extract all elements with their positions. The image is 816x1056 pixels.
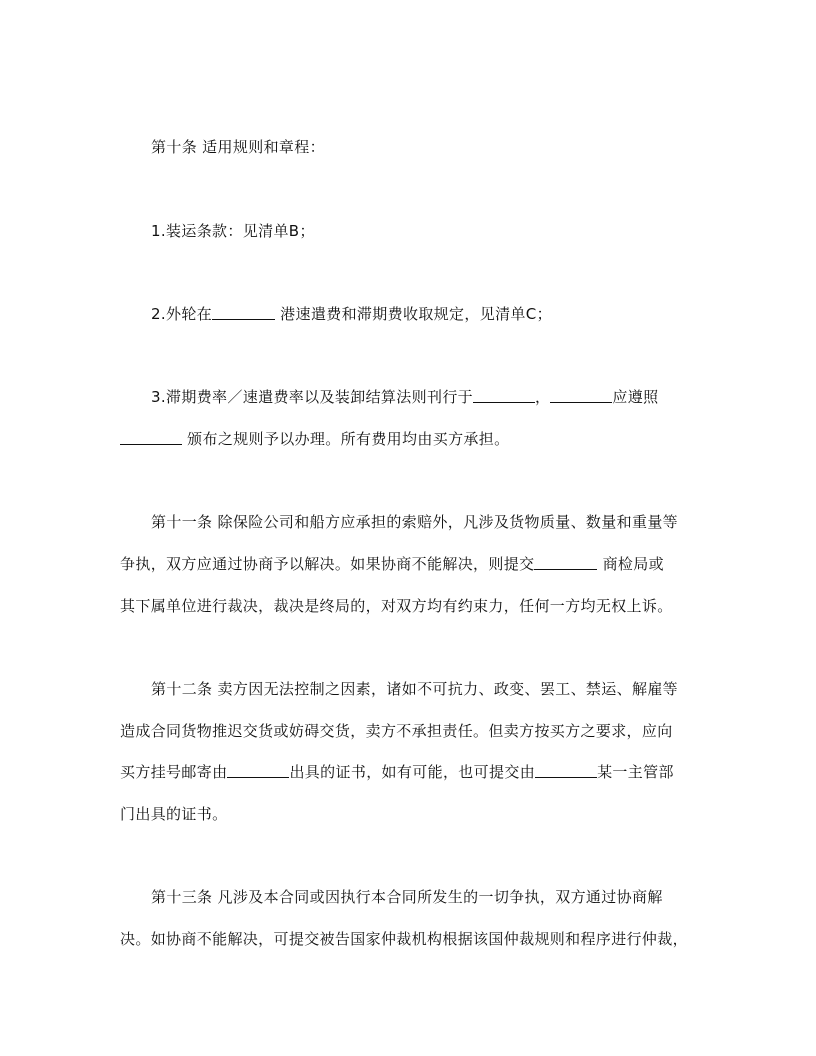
fill-in-blank bbox=[120, 430, 182, 445]
article-12-line-4-text: 门出具的证书。 bbox=[120, 805, 228, 823]
article-10-item-1-text: 1.装运条款：见清单B； bbox=[151, 222, 315, 240]
fill-in-blank bbox=[212, 305, 275, 320]
fill-in-blank bbox=[473, 388, 535, 403]
fill-in-blank bbox=[534, 555, 597, 570]
article-10-item-2-suffix: 港速遣费和滞期费收取规定，见清单C； bbox=[275, 305, 552, 323]
article-10-item-3-prefix: 3.滞期费率／速遣费率以及装卸结算法则刊行于 bbox=[151, 388, 474, 406]
fill-in-blank bbox=[227, 763, 289, 778]
article-10-heading bbox=[151, 136, 325, 158]
article-12-line-3-suffix: 某一主管部 bbox=[597, 763, 674, 781]
article-10-heading-text: 第十条 适用规则和章程： bbox=[151, 138, 325, 156]
article-12-line-1-text: 第十二条 卖方因无法控制之因素，诸如不可抗力、政变、罢工、禁运、解雇等 bbox=[151, 680, 679, 698]
article-11-line-2-suffix: 商检局或 bbox=[597, 555, 664, 573]
article-12-line-2-text: 造成合同货物推迟交货或妨碍交货，卖方不承担责任。但卖方按买方之要求，应向 bbox=[120, 722, 673, 740]
article-12-line-1 bbox=[151, 678, 678, 700]
article-11-line-1 bbox=[151, 511, 678, 533]
article-12-line-3-prefix: 买方挂号邮寄由 bbox=[120, 763, 228, 781]
article-10-item-3-line-2 bbox=[120, 428, 509, 450]
article-11-line-2-prefix: 争执，双方应通过协商予以解决。如果协商不能解决，则提交 bbox=[120, 555, 535, 573]
article-10-item-2 bbox=[151, 303, 552, 325]
article-12-line-3 bbox=[120, 761, 674, 783]
article-11-line-1-text: 第十一条 除保险公司和船方应承担的索赔外，凡涉及货物质量、数量和重量等 bbox=[151, 513, 679, 531]
article-10-item-2-prefix: 2.外轮在 bbox=[151, 305, 213, 323]
article-10-item-1 bbox=[151, 220, 315, 242]
article-10-item-3-line-2-text: 颁布之规则予以办理。所有费用均由买方承担。 bbox=[182, 430, 510, 448]
article-13-line-1 bbox=[151, 886, 663, 908]
article-12-line-2 bbox=[120, 720, 673, 742]
article-12-line-3-mid: 出具的证书，如有可能，也可提交由 bbox=[289, 763, 536, 781]
article-11-line-3-text: 其下属单位进行裁决，裁决是终局的，对双方均有约束力，任何一方均无权上诉。 bbox=[120, 597, 673, 615]
article-10-item-3-comma: ， bbox=[535, 388, 551, 406]
article-13-line-2 bbox=[120, 928, 688, 950]
article-10-item-3-line-1 bbox=[151, 386, 658, 408]
fill-in-blank bbox=[535, 763, 597, 778]
article-11-line-3 bbox=[120, 595, 673, 617]
article-13-line-1-text: 第十三条 凡涉及本合同或因执行本合同所发生的一切争执，双方通过协商解 bbox=[151, 888, 663, 906]
fill-in-blank bbox=[550, 388, 612, 403]
article-13-line-2-text: 决。如协商不能解决，可提交被告国家仲裁机构根据该国仲裁规则和程序进行仲裁， bbox=[120, 930, 688, 948]
article-11-line-2 bbox=[120, 553, 664, 575]
article-12-line-4 bbox=[120, 803, 227, 825]
article-10-item-3-suffix: 应遵照 bbox=[612, 388, 659, 406]
